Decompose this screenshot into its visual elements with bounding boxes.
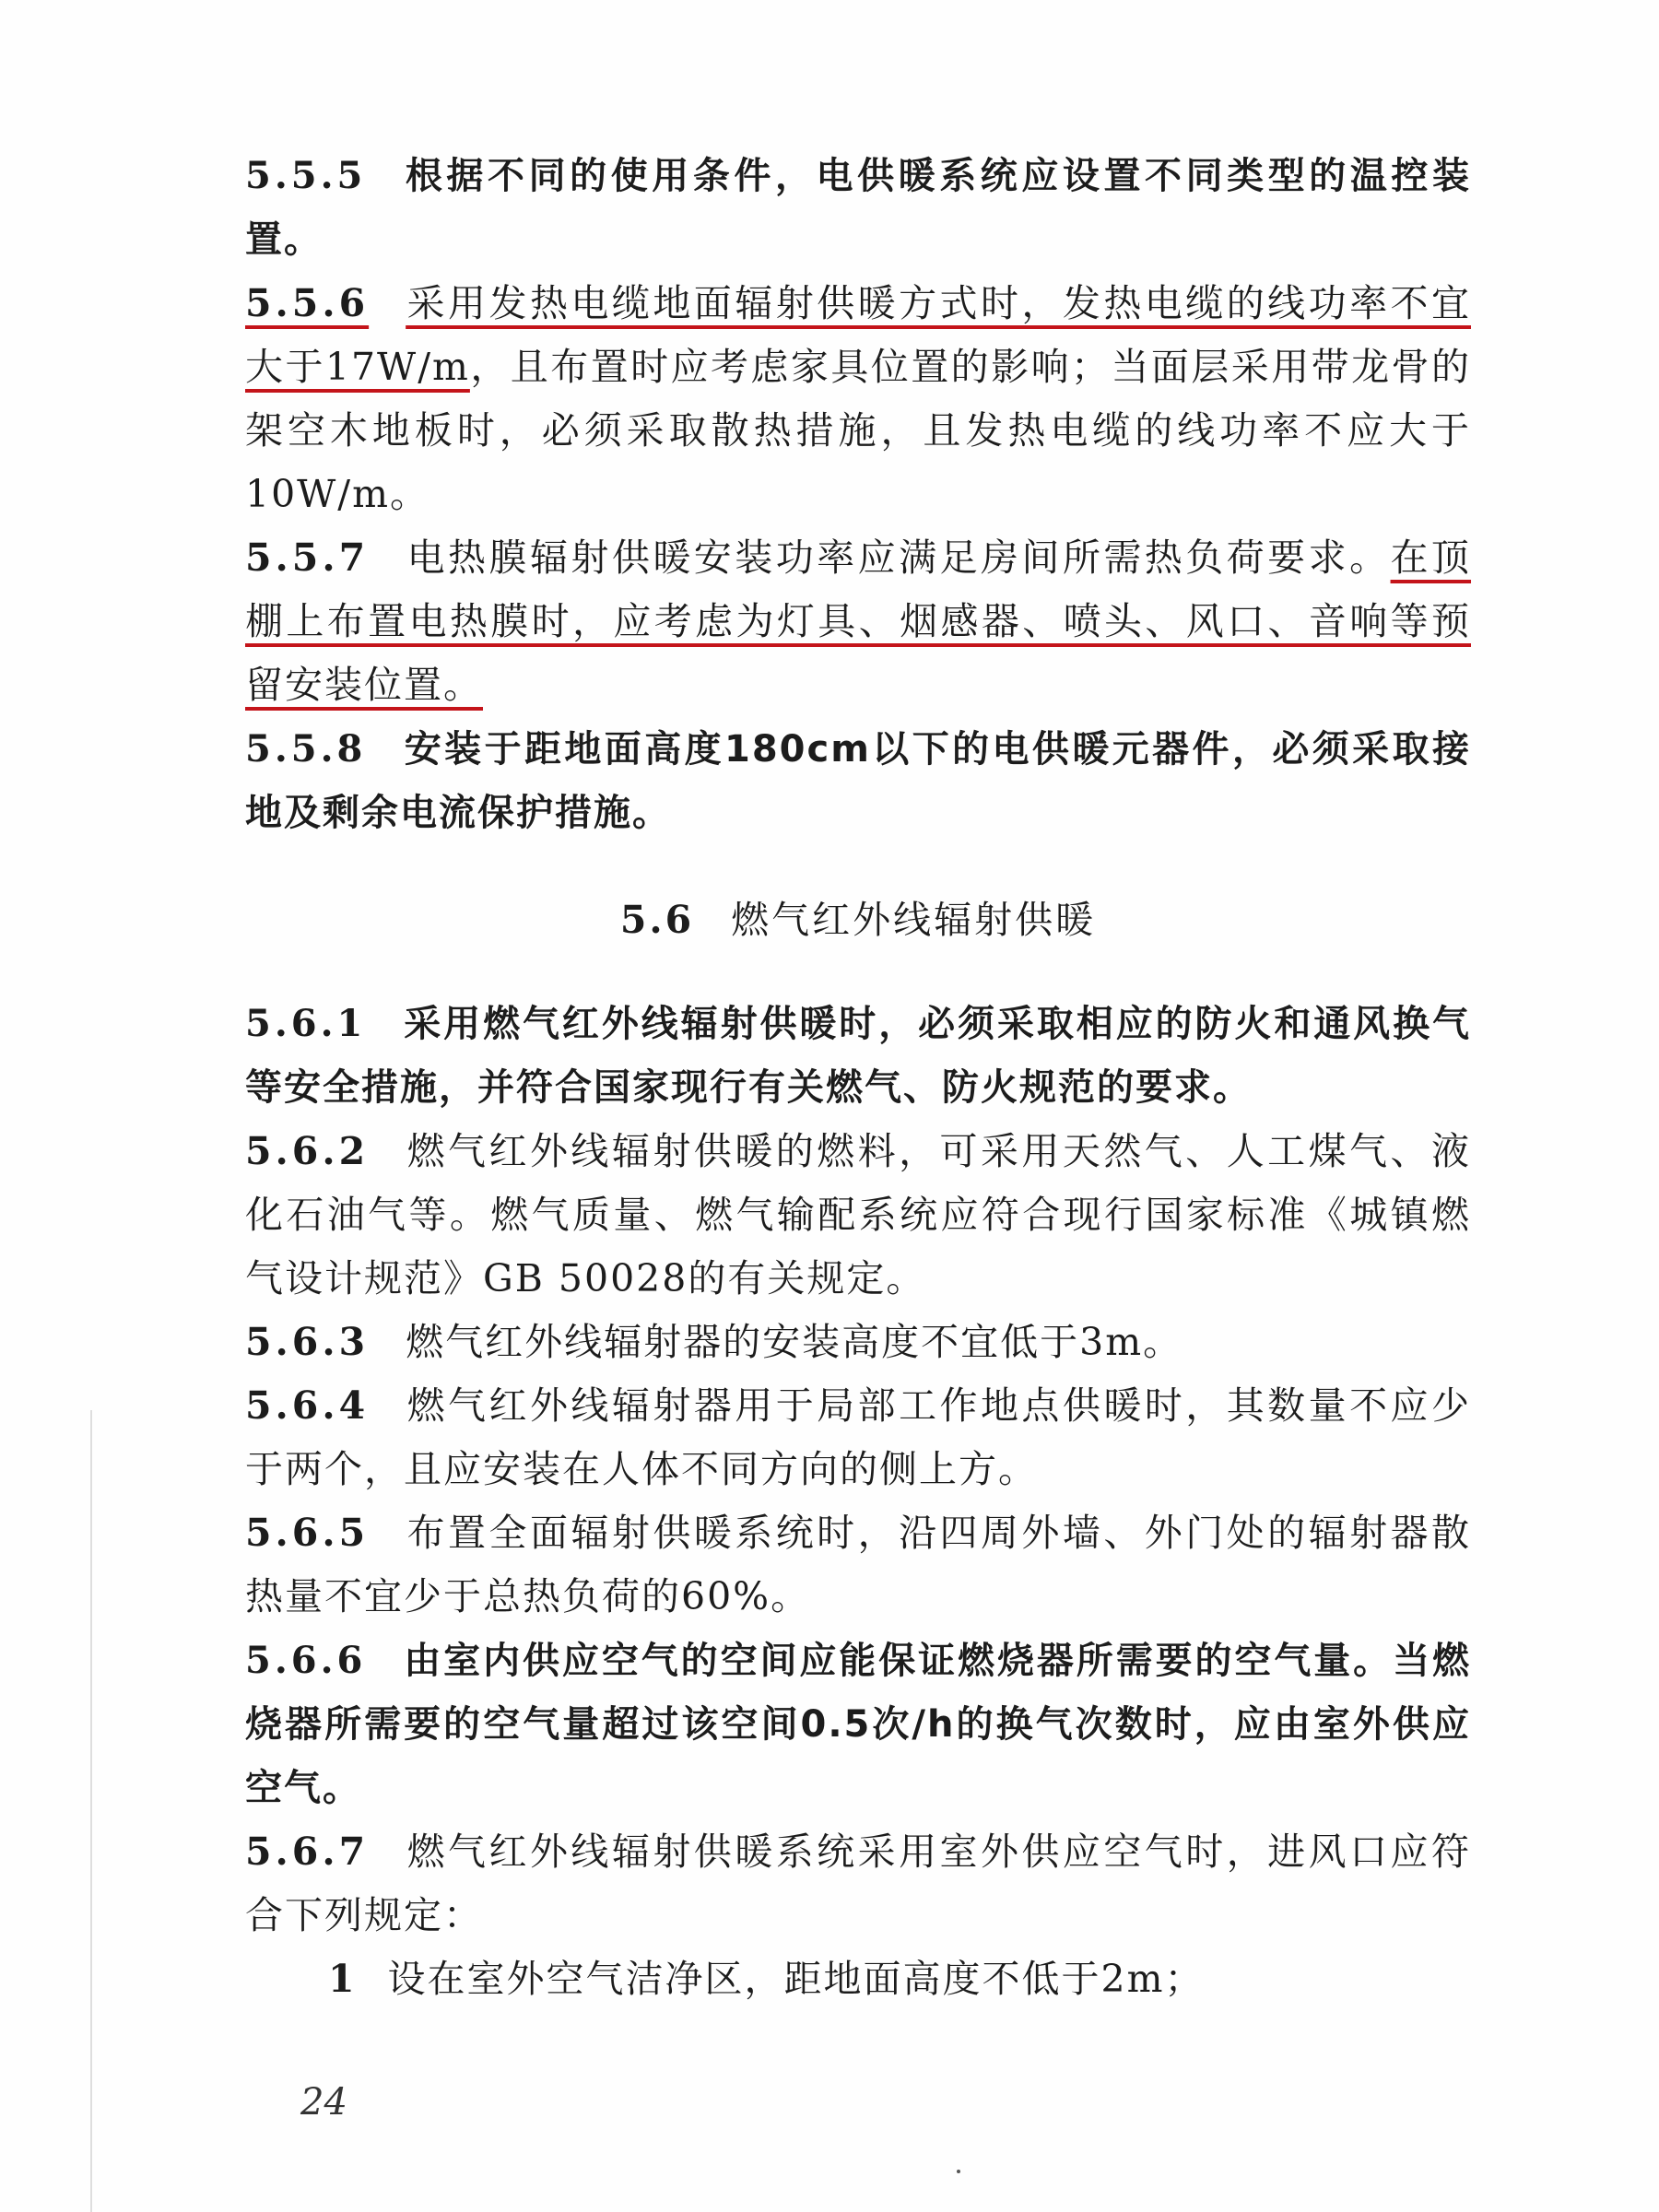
clause-text: 电热膜辐射供暖安装功率应满足房间所需热负荷要求。 bbox=[406, 535, 1391, 580]
page-number: 24 bbox=[300, 2081, 347, 2124]
clause-number: 5.6.4 bbox=[245, 1383, 370, 1428]
clause-number: 5.6.7 bbox=[245, 1830, 370, 1874]
clause-text: ，且布置时应考虑家具位置的影响；当面层采用带龙骨的架空木地板时，必须采取散热措施，且发热电缆的线功率不应大于10W/m。 bbox=[245, 345, 1472, 516]
clause-text: 燃气红外线辐射供暖系统采用室外供应空气时，进风口应符合下列规定： bbox=[245, 1830, 1471, 1937]
clause-number: 5.6.2 bbox=[245, 1129, 370, 1173]
clause-text: 燃气红外线辐射器的安装高度不宜低于3m。 bbox=[406, 1320, 1183, 1364]
clause-5-6-3 bbox=[245, 1311, 1471, 1374]
list-item bbox=[328, 1947, 1471, 2011]
clause-5-6-6 bbox=[245, 1629, 1471, 1820]
page-content bbox=[245, 144, 1471, 2011]
clause-5-5-7 bbox=[245, 526, 1471, 717]
clause-5-6-1 bbox=[245, 992, 1471, 1120]
clause-number: 5.5.6 bbox=[245, 281, 370, 325]
clause-number: 5.6.3 bbox=[245, 1320, 370, 1364]
list-item-text: 设在室外空气洁净区，距地面高度不低于2m； bbox=[387, 1957, 1205, 2001]
clause-5-5-8 bbox=[245, 717, 1471, 845]
clause-text: 布置全面辐射供暖系统时，沿四周外墙、外门处的辐射器散热量不宜少于总热负荷的60%。 bbox=[245, 1511, 1471, 1618]
clause-number: 5.5.8 bbox=[245, 727, 367, 771]
clause-number: 5.6.5 bbox=[245, 1511, 370, 1555]
clause-5-6-5 bbox=[245, 1501, 1471, 1629]
clause-text: 由室内供应空气的空间应能保证燃烧器所需要的空气量。当燃烧器所需要的空气量超过该空间0.5次/h的换气次数时，应由室外供应空气。 bbox=[245, 1640, 1471, 1809]
clause-text: 安装于距地面高度180cm以下的电供暖元器件，必须采取接地及剩余电流保护措施。 bbox=[245, 728, 1471, 834]
clause-text: 燃气红外线辐射供暖的燃料，可采用天然气、人工煤气、液化石油气等。燃气质量、燃气输配系统应符合现行国家标准《城镇燃气设计规范》GB 50028的有关规定。 bbox=[245, 1129, 1471, 1300]
section-title-text: 燃气红外线辐射供暖 bbox=[731, 898, 1097, 942]
section-heading bbox=[245, 889, 1471, 944]
clause-5-6-4 bbox=[245, 1374, 1471, 1501]
clause-5-5-6 bbox=[245, 272, 1471, 526]
scan-speck bbox=[957, 2170, 960, 2173]
clause-5-6-7 bbox=[245, 1820, 1471, 1947]
clause-text: 根据不同的使用条件，电供暖系统应设置不同类型的温控装置。 bbox=[245, 155, 1471, 261]
clause-text: 燃气红外线辐射器用于局部工作地点供暖时，其数量不应少于两个，且应安装在人体不同方向的侧上方。 bbox=[245, 1383, 1471, 1491]
clause-5-6-2 bbox=[245, 1120, 1471, 1311]
clause-underlined-text: 采用发热电缆地面辐射供暖方式时，发热电缆的线功率不宜大于17W/m bbox=[245, 281, 1471, 389]
clause-5-5-5 bbox=[245, 144, 1471, 272]
clause-number: 5.6.1 bbox=[245, 1002, 367, 1045]
section-number: 5.6 bbox=[619, 898, 695, 942]
list-item-number: 1 bbox=[328, 1957, 357, 2001]
clause-underlined-text: 在顶棚上布置电热膜时，应考虑为灯具、烟感器、喷头、风口、音响等预留安装位置。 bbox=[245, 535, 1472, 707]
scan-edge-line bbox=[90, 1410, 92, 2212]
clause-number: 5.5.7 bbox=[245, 535, 370, 580]
clause-number: 5.5.5 bbox=[245, 154, 367, 197]
clause-text: 采用燃气红外线辐射供暖时，必须采取相应的防火和通风换气等安全措施，并符合国家现行有关燃气、防火规范的要求。 bbox=[245, 1003, 1471, 1109]
clause-number: 5.6.6 bbox=[245, 1639, 367, 1682]
